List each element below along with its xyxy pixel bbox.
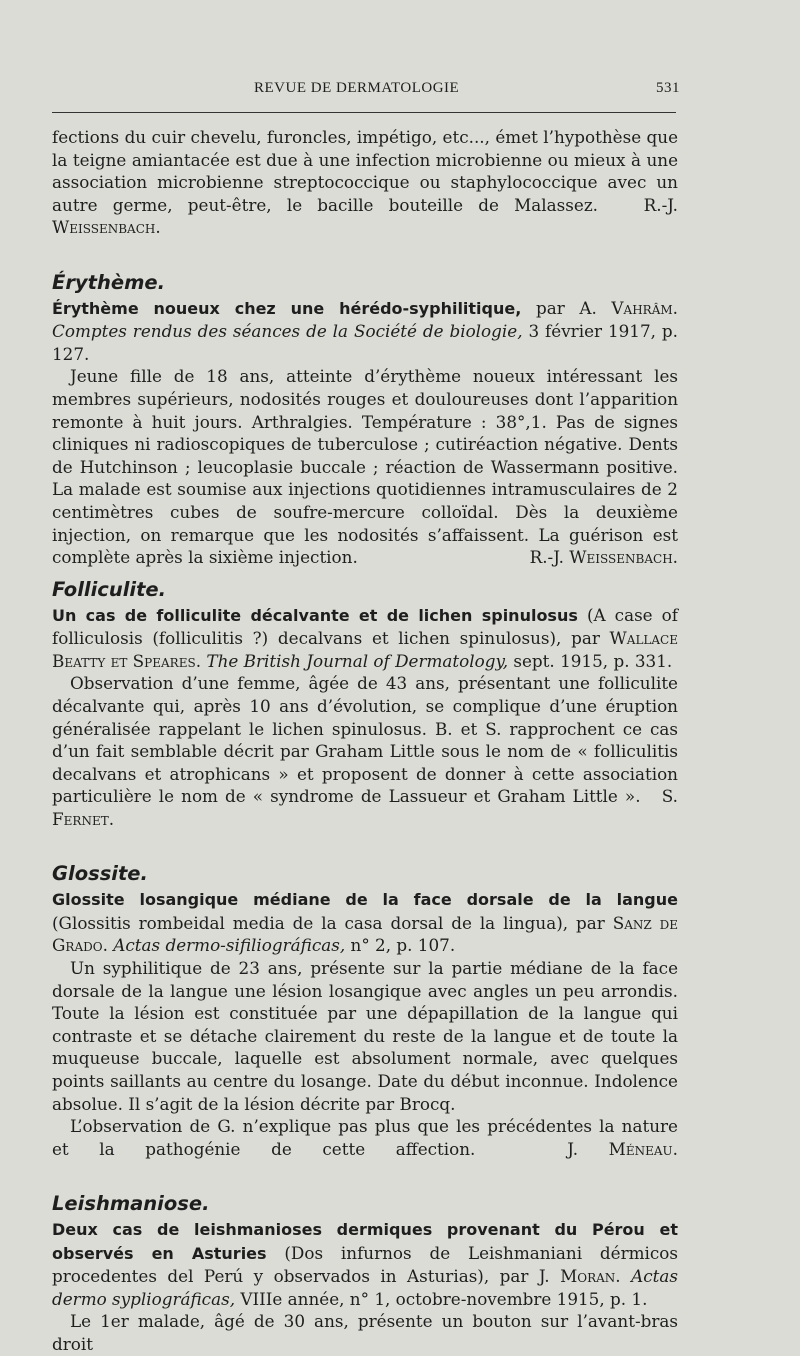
- article-title: Glossite losangique médiane de la face dorsale de la langue: [52, 890, 678, 910]
- intro-text: fections du cuir chevelu, furoncles, impétigo, etc..., émet l’hypothèse que la teigne amiantacée est due à une infection microbienne ou mieux à une association microbienne streptococcique ou staphylococcique avec un autre germe, peut-être, le bacille bouteille de Malassez.: [52, 127, 678, 215]
- reference-details: n° 2, p. 107.: [345, 935, 456, 956]
- running-title: REVUE DE DERMATOLOGIE: [254, 80, 460, 96]
- intro-paragraph: [52, 126, 678, 262]
- reference-text: (Dos infurnos de Leishmaniani dérmicos procedentes del Perú y observados in Asturias), par: [52, 1242, 678, 1287]
- journal-name: The British Journal of Dermatology,: [206, 650, 509, 671]
- article-reference: [52, 297, 678, 366]
- reviewer-signature: R.-J. Weissenbach.: [529, 547, 678, 568]
- abstract-text: Jeune fille de 18 ans, atteinte d’érythème noueux intéressant les membres supérieurs, nodosités rouges et douloureuses dont l’apparition remonte à huit jours. Arthralgies. Température : 38°,1. Pas de signes cliniques ni radioscopiques de tuberculose ; cutiréaction négative. Dents de Hutchinson ; leucoplasie buccale ; réaction de Wassermann positive. La malade est soumise aux injections quotidiennes intramusculaires de 2 centimètres cubes de soufre-mercure colloïdal. Dès la deuxième injection, on remarque que les nodosités s’affaissent. La guérison est complète après la sixième injection.: [52, 366, 678, 568]
- reviewer-signature: J. Méneau.: [567, 1138, 678, 1159]
- reference-text: par: [521, 297, 580, 318]
- article-title: Un cas de folliculite décalvante et de lichen spinulosus: [52, 605, 578, 625]
- reference-text: (A case of folliculosis (folliculitis ?) decalvans et lichen spinulosus), par: [52, 604, 678, 649]
- article-title: Deux cas de leishmanioses dermiques provenant du Pérou et observés en Asturies: [52, 1219, 678, 1263]
- abstract-text: L’observation de G. n’explique pas plus que les précédentes la nature et la pathogénie de cette affection.: [52, 1116, 678, 1159]
- header-rule: [52, 112, 676, 113]
- article-column: [52, 126, 678, 1356]
- section-heading: Folliculite.: [52, 577, 167, 601]
- article-reference: [52, 888, 678, 957]
- section-heading: Leishmaniose.: [52, 1191, 210, 1215]
- journal-name: Comptes rendus des séances de la Société de biologie,: [52, 321, 523, 342]
- article-title: Érythème noueux chez une hérédo-syphilitique,: [52, 298, 522, 318]
- article-authors: Wallace Beatty et Speares.: [52, 628, 678, 671]
- section-heading: Glossite.: [52, 862, 148, 886]
- journal-name: Actas dermo sypliográficas,: [52, 1266, 678, 1309]
- page-number: 531: [656, 80, 680, 96]
- article-authors: A. Vahrâm.: [579, 297, 678, 318]
- abstract-paragraph: [52, 1115, 678, 1183]
- article-reference: [52, 604, 678, 673]
- article-reference: [52, 1218, 678, 1310]
- reviewer-signature: S. Fernet.: [52, 786, 678, 830]
- reference-details: VIIIe année, n° 1, octobre-novembre 1915, p. 1.: [235, 1288, 648, 1309]
- abstract-text: Observation d’une femme, âgée de 43 ans, présentant une folliculite décalvante qui, après 10 ans d’évolution, se complique d’une éruption généralisée rappelant le lichen spinulosus. B. et S. rapprochent ce cas d’un fait semblable décrit par Graham Little sous le nom de « folliculitis decalvans et atrophicans » et proposent de donner à cette association particulière le nom de « syndrome de Lassueur et Graham Little ».: [52, 673, 678, 807]
- reference-details: 3 février 1917, p. 127.: [52, 321, 678, 364]
- article-authors: Sanz de Grado.: [52, 912, 679, 956]
- abstract-paragraph: [52, 672, 678, 853]
- abstract-paragraph: [52, 365, 678, 568]
- abstract-paragraph: Le 1er malade, âgé de 30 ans, présente un bouton sur l’avant-bras droit: [52, 1311, 678, 1354]
- journal-name: Actas dermo-sifiliográficas,: [113, 935, 346, 956]
- reference-details: sept. 1915, p. 331.: [508, 650, 673, 671]
- section-heading: Érythème.: [52, 270, 166, 294]
- abstract-paragraph: Un syphilitique de 23 ans, présente sur la partie médiane de la face dorsale de la langue une lésion losangique avec angles un peu arrondis. Toute la lésion est constituée par une dépapillation de la langue qui contraste et se détache clairement du reste de la langue et de toute la muqueuse buccale, laquelle est absolument normale, avec quelques points saillants au centre du losange. Date du début inconnue. Indolence absolue. Il s’agit de la lésion décrite par Brocq.: [52, 958, 678, 1114]
- article-authors: J. Moran.: [538, 1266, 621, 1287]
- reference-text: (Glossitis rombeidal media de la casa dorsal de la lingua), par: [52, 912, 613, 933]
- intro-signature: R.-J. Weissenbach.: [52, 194, 678, 238]
